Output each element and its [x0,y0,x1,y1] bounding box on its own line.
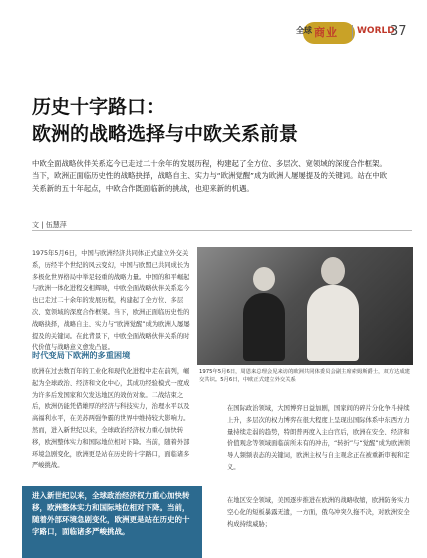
photo-figure-right-head [321,257,345,285]
pull-quote: 进入新世纪以来，全球政治经济权力重心加快转移，欧洲整体实力和国际地位相对下降。当前，随着外部环境急剧变化，欧洲更是站在历史的十字路口，面临诸多严峻挑战。 [32,491,190,536]
article-title-line2: 欧洲的战略选择与中欧关系前景 [32,123,299,145]
article-title-line1: 历史十字路口： [32,96,166,118]
page-number: 37 [390,24,407,39]
photo-figure-left-head [253,267,275,291]
article-lead: 中欧全面战略伙伴关系迄今已走过二十余年的发展历程，构建起了全方位、多层次、宽领域的深度合作框架。当下，欧洲正面临历史性的战略抉择，战略自主、实力与“欧洲觉醒”成为欧洲人屡屡提及的关键词。站在中欧关系新的五十年起点，中欧合作既面临新的挑战，也迎来新的机遇。 [32,159,388,193]
brand-prefix: 全球 [296,26,312,35]
byline: 文 | 伍慧萍 [32,221,67,229]
photo-caption: 1975年5月6日，周恩来总理会见来访的欧洲共同体委员会副主席索姆斯爵士，双方达成建交共识。5月6日，中欧正式建立外交关系 [199,369,410,383]
header-divider [352,25,353,39]
body-paragraph-2: 欧洲在过去数百年的工业化和现代化进程中走在前列，崛起为全球政治、经济和文化中心，其成功经验模式一度成为许多后发国家和欠发达地区的效仿对象。二战结束之后，欧洲仍能凭借雄厚的经济与科技实力，治理水平以及高福利水平，在美苏两强争霸的世界中维持较大影响力。然而，进入新世纪以来，全球政治经济权力重心加快转移，欧洲整体实力和国际地位相对下降。当前，随着外部环境急剧变化，欧洲更是站在历史的十字路口，面临诸多严峻挑战。 [32,368,190,470]
byline-divider [32,230,412,231]
body-paragraph-1: 1975年5月6日，中国与欧洲经济共同体正式建立外交关系，历经半个世纪的风云变幻，中国与欧盟已共同成长为多极化世界格局中举足轻重的战略力量。中国的和平崛起与欧洲一体化进程交相辉映，中欧全面战略伙伴关系迄今也已走过二十余年的发展历程，构建起了全方位、多层次、宽领域的深度合作框架。当下，欧洲正面临历史性的战略抉择，战略自主、实力与“欧洲觉醒”成为欧洲人屡屡提及的关键词。在此背景下，中欧全面战略伙伴关系的时代价值与战略意义愈发凸显。 [32,250,190,352]
historical-photo [197,247,413,365]
photo-figure-right [307,285,359,361]
body-paragraph-3: 在国际政治领域，大国博弈日益加剧，国家间的碎片分化争斗持续上升，多层次的权力博弈在很大程度上呈现出国际体系中东西方力量持续走弱的趋势，特朗普再度入主白宫后，欧洲在安全、经济和价值观念等领域面临前所未有的冲击，“转折”与“觉醒”成为欧洲领导人频频表态的关键词，欧洲主权与自主观念正在被重新审视和定义。 [227,405,411,471]
section-subheading: 时代变局下欧洲的多重困境 [32,350,131,360]
brand-name: 商业 [314,26,338,39]
section-label: WORLD [357,26,395,36]
photo-figure-left [243,293,285,361]
page-header [0,0,427,52]
body-paragraph-4: 在地区安全领域，美国逐步推进在欧洲的战略收缩，欧洲防务实力空心化的短板暴露无遗，一方面，俄乌冲突久拖不决，对欧洲安全构成持续威胁； [227,497,410,528]
